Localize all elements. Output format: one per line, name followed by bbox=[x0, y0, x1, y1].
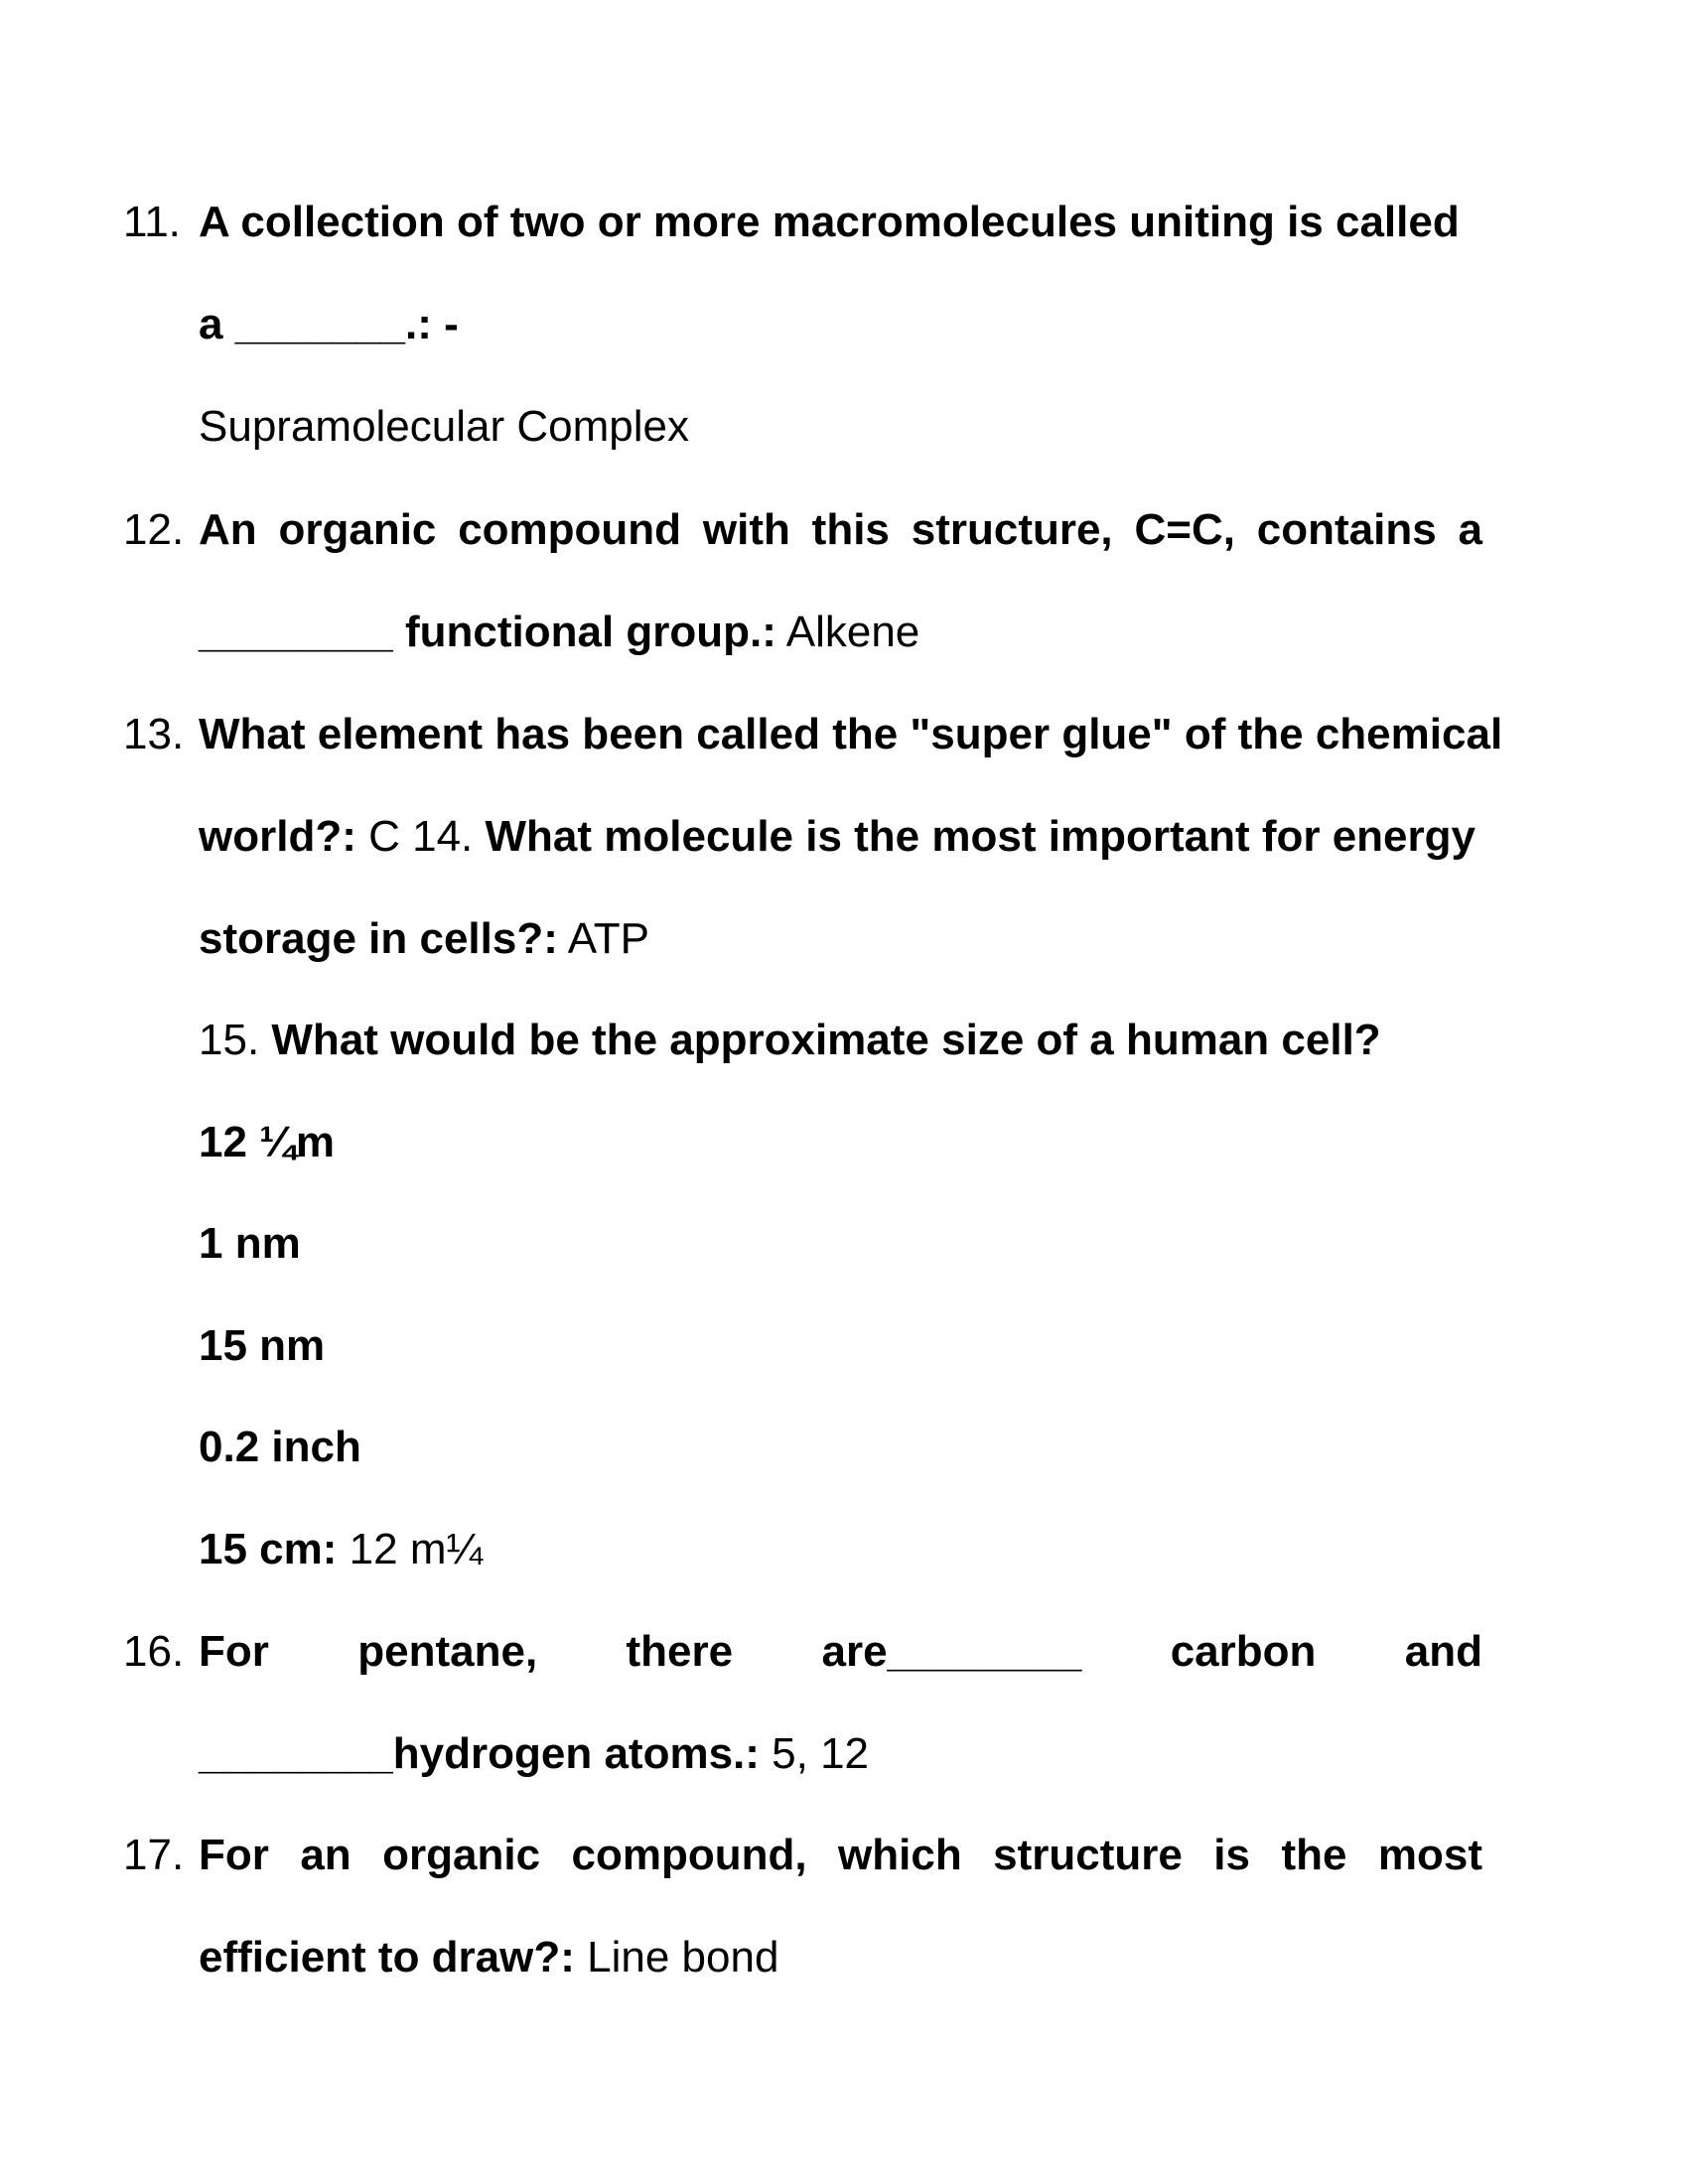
question-12-number: 12. bbox=[123, 505, 185, 554]
question-15-question: What would be the approximate size of a human cell? bbox=[271, 1016, 1381, 1064]
question-12-text-line1 bbox=[199, 502, 1482, 558]
question-12-word: contains bbox=[1256, 505, 1437, 554]
question-14-text-end: storage in cells?: bbox=[199, 914, 558, 963]
question-17-word: is bbox=[1213, 1831, 1250, 1879]
question-16-word: there bbox=[626, 1627, 734, 1676]
question-11-answer: Supramolecular Complex bbox=[199, 402, 689, 451]
question-17-word: structure bbox=[993, 1831, 1183, 1879]
question-17-number: 17. bbox=[123, 1831, 185, 1879]
question-14-text-line1: What molecule is the most important for energy bbox=[485, 812, 1476, 861]
question-13-text-line2 bbox=[199, 809, 1476, 865]
question-12-word: this bbox=[811, 505, 890, 554]
question-15-option: 15 nm bbox=[199, 1321, 326, 1370]
question-12-answer: Alkene bbox=[785, 608, 920, 656]
question-11-number: 11. bbox=[123, 198, 181, 246]
question-16-number: 16. bbox=[123, 1627, 185, 1676]
question-13-number: 13. bbox=[123, 710, 185, 758]
question-16-word: pentane, bbox=[357, 1627, 538, 1676]
question-12-word: a bbox=[1458, 505, 1482, 554]
question-16-word: carbon bbox=[1170, 1627, 1317, 1676]
question-17-word: organic bbox=[382, 1831, 541, 1879]
question-17-word: the bbox=[1281, 1831, 1347, 1879]
question-17-word: For bbox=[199, 1831, 269, 1879]
question-15-number: 15. bbox=[199, 1016, 260, 1064]
question-17-word: most bbox=[1377, 1831, 1482, 1879]
question-17-text-line2 bbox=[199, 1930, 778, 1985]
question-11-text-line1: A collection of two or more macromolecules uniting is called bbox=[199, 198, 1460, 246]
question-12-text-line2 bbox=[199, 605, 919, 660]
question-16-word: For bbox=[199, 1627, 269, 1676]
question-11-text-line2: a _______.: - bbox=[199, 300, 459, 348]
question-12-word: compound bbox=[458, 505, 682, 554]
question-17-answer: Line bond bbox=[587, 1933, 779, 1981]
question-16-text-line2 bbox=[199, 1726, 869, 1782]
question-15-answer: 12 m¼ bbox=[349, 1525, 484, 1573]
question-16-text-line1 bbox=[199, 1624, 1482, 1680]
question-14-number: 14. bbox=[412, 812, 474, 861]
question-12-blank-text: ________ functional group.: bbox=[199, 608, 776, 656]
question-15-last-option bbox=[199, 1522, 483, 1577]
question-17-text-line1 bbox=[199, 1828, 1482, 1883]
question-15-option: 0.2 inch bbox=[199, 1423, 361, 1471]
question-17-text-end: efficient to draw?: bbox=[199, 1933, 575, 1981]
question-16-word: are________ bbox=[821, 1627, 1082, 1676]
question-12-word: organic bbox=[278, 505, 437, 554]
question-15-option: 12 ¼m bbox=[199, 1118, 335, 1166]
question-17-word: an bbox=[300, 1831, 352, 1879]
question-17-word: compound, bbox=[571, 1831, 807, 1879]
question-16-text-end: ________hydrogen atoms.: bbox=[199, 1729, 760, 1778]
question-12-word: structure, bbox=[911, 505, 1113, 554]
question-17-word: which bbox=[838, 1831, 962, 1879]
question-16-answer: 5, 12 bbox=[772, 1729, 870, 1778]
question-12-word: An bbox=[199, 505, 257, 554]
question-12-word: C=C, bbox=[1134, 505, 1235, 554]
question-15-option: 15 cm: bbox=[199, 1525, 338, 1573]
question-14-answer: ATP bbox=[567, 914, 649, 963]
question-13-text-line1: What element has been called the "super glue" of the chemical bbox=[199, 710, 1503, 758]
question-15-text bbox=[199, 1013, 1381, 1068]
question-13-text-end: world?: bbox=[199, 812, 356, 861]
question-13-answer: C bbox=[368, 812, 400, 861]
question-12-word: with bbox=[702, 505, 790, 554]
question-14-text-line2 bbox=[199, 911, 649, 967]
question-16-word: and bbox=[1404, 1627, 1482, 1676]
question-15-option: 1 nm bbox=[199, 1219, 301, 1268]
